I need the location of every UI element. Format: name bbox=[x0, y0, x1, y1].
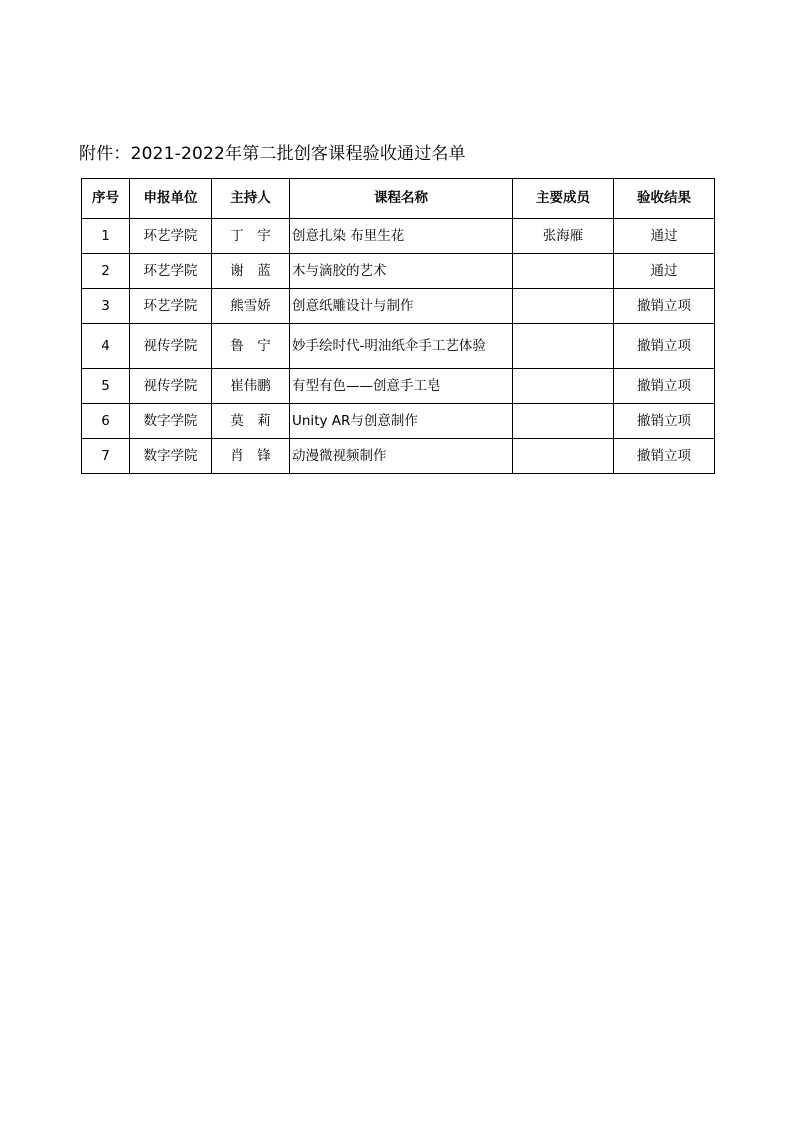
cell-members bbox=[513, 439, 614, 474]
table-row bbox=[82, 369, 715, 404]
cell-no: 7 bbox=[82, 439, 130, 474]
cell-unit: 数字学院 bbox=[130, 439, 212, 474]
cell-result: 撤销立项 bbox=[614, 439, 715, 474]
header-result: 验收结果 bbox=[614, 179, 715, 219]
cell-course: 木与滴胶的艺术 bbox=[290, 254, 513, 289]
cell-course: 创意扎染 布里生花 bbox=[290, 219, 513, 254]
cell-course: 动漫微视频制作 bbox=[290, 439, 513, 474]
cell-host: 鲁 宁 bbox=[212, 324, 290, 369]
table-row bbox=[82, 404, 715, 439]
table-row bbox=[82, 439, 715, 474]
cell-course: 创意纸雕设计与制作 bbox=[290, 289, 513, 324]
cell-unit: 环艺学院 bbox=[130, 219, 212, 254]
cell-host: 丁 宇 bbox=[212, 219, 290, 254]
table-row bbox=[82, 254, 715, 289]
page-title: 附件：2021-2022年第二批创客课程验收通过名单 bbox=[79, 144, 466, 164]
cell-members bbox=[513, 289, 614, 324]
table-row bbox=[82, 289, 715, 324]
cell-result: 撤销立项 bbox=[614, 404, 715, 439]
cell-result: 撤销立项 bbox=[614, 289, 715, 324]
cell-course: 有型有色——创意手工皂 bbox=[290, 369, 513, 404]
cell-host: 肖 锋 bbox=[212, 439, 290, 474]
cell-no: 6 bbox=[82, 404, 130, 439]
header-no: 序号 bbox=[82, 179, 130, 219]
cell-course: 妙手绘时代-明油纸伞手工艺体验 bbox=[290, 324, 513, 369]
cell-result: 通过 bbox=[614, 254, 715, 289]
cell-unit: 视传学院 bbox=[130, 324, 212, 369]
cell-host: 莫 莉 bbox=[212, 404, 290, 439]
cell-members bbox=[513, 369, 614, 404]
cell-course: Unity AR与创意制作 bbox=[290, 404, 513, 439]
cell-unit: 数字学院 bbox=[130, 404, 212, 439]
cell-host: 崔伟鹏 bbox=[212, 369, 290, 404]
cell-result: 撤销立项 bbox=[614, 324, 715, 369]
header-host: 主持人 bbox=[212, 179, 290, 219]
cell-result: 撤销立项 bbox=[614, 369, 715, 404]
cell-unit: 环艺学院 bbox=[130, 289, 212, 324]
cell-members: 张海雁 bbox=[513, 219, 614, 254]
cell-unit: 环艺学院 bbox=[130, 254, 212, 289]
cell-no: 4 bbox=[82, 324, 130, 369]
cell-no: 1 bbox=[82, 219, 130, 254]
cell-host: 熊雪娇 bbox=[212, 289, 290, 324]
header-course: 课程名称 bbox=[290, 179, 513, 219]
cell-no: 2 bbox=[82, 254, 130, 289]
cell-no: 5 bbox=[82, 369, 130, 404]
cell-result: 通过 bbox=[614, 219, 715, 254]
table-header-row bbox=[82, 179, 715, 219]
table-row bbox=[82, 324, 715, 369]
cell-members bbox=[513, 404, 614, 439]
cell-members bbox=[513, 254, 614, 289]
table-row bbox=[82, 219, 715, 254]
cell-no: 3 bbox=[82, 289, 130, 324]
cell-unit: 视传学院 bbox=[130, 369, 212, 404]
cell-host: 谢 蓝 bbox=[212, 254, 290, 289]
acceptance-list-table bbox=[81, 178, 715, 474]
header-members: 主要成员 bbox=[513, 179, 614, 219]
cell-members bbox=[513, 324, 614, 369]
header-unit: 申报单位 bbox=[130, 179, 212, 219]
